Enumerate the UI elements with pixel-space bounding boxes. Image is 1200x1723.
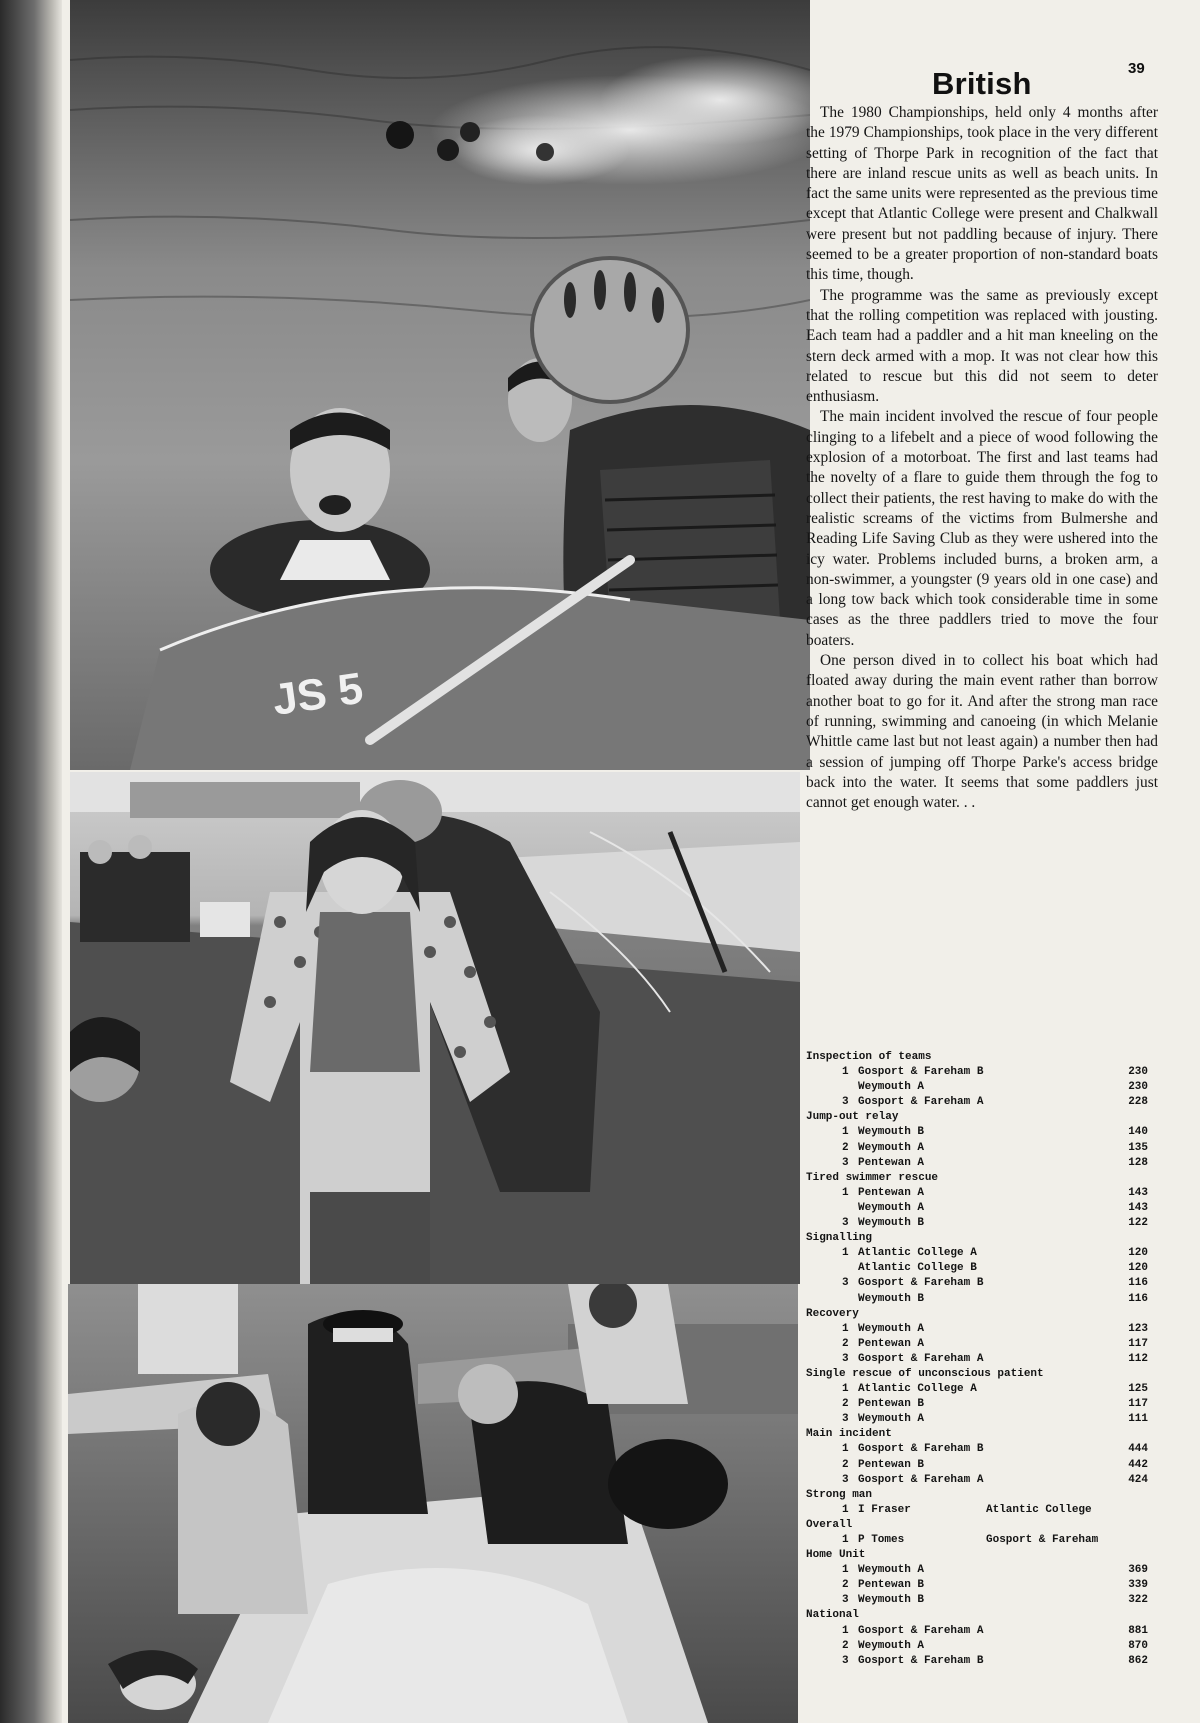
- results-entry-row: [806, 1503, 1158, 1518]
- results-entry-row: [806, 1578, 1158, 1593]
- results-entry-row: [806, 1186, 1158, 1201]
- result-score: 228: [1128, 1096, 1148, 1109]
- result-name: Pentewan A: [858, 1186, 925, 1199]
- results-entry-row: [806, 1080, 1158, 1095]
- result-position: 2: [842, 1337, 849, 1350]
- result-score: 116: [1128, 1292, 1148, 1305]
- results-event-heading: Single rescue of unconscious patient: [806, 1367, 1044, 1380]
- result-score: 862: [1128, 1654, 1148, 1667]
- result-name: Weymouth A: [858, 1141, 925, 1154]
- result-name: Weymouth A: [858, 1201, 925, 1214]
- result-position: 1: [842, 1443, 849, 1456]
- results-entry-row: [806, 1563, 1158, 1578]
- result-name: Gosport & Fareham B: [858, 1066, 984, 1079]
- result-score: 117: [1128, 1398, 1148, 1411]
- results-entry-row: [806, 1201, 1158, 1216]
- result-name: Gosport & Fareham B: [858, 1277, 984, 1290]
- result-club: Gosport & Fareham: [986, 1534, 1099, 1546]
- results-event-heading: Main incident: [806, 1428, 892, 1441]
- article-paragraph: One person dived in to collect his boat which had floated away during the main event rather than borrow another boat to go for it. And after the strong man race of running, swimming and canoeing (in which Melanie Whittle came last but not least again) a number then had a session of jumping off Thorpe Parke's access bridge back into the water. It seems that some paddlers just cannot get enough water. . .: [806, 652, 1158, 812]
- result-name: Weymouth A: [858, 1081, 925, 1094]
- result-position: 1: [842, 1066, 849, 1079]
- result-score: 230: [1128, 1066, 1148, 1079]
- result-name: Gosport & Fareham A: [858, 1624, 984, 1637]
- results-event-heading: Tired swimmer rescue: [806, 1171, 939, 1184]
- results-event-heading: Inspection of teams: [806, 1051, 932, 1063]
- results-entry-row: [806, 1292, 1158, 1307]
- results-entry-row: [806, 1397, 1158, 1412]
- result-club: Atlantic College: [986, 1503, 1092, 1516]
- result-name: Gosport & Fareham A: [858, 1352, 984, 1365]
- result-position: 3: [842, 1277, 849, 1290]
- results-event-heading: Home Unit: [806, 1549, 866, 1562]
- results-entry-row: [806, 1442, 1158, 1457]
- results-event-heading: Strong man: [806, 1488, 873, 1501]
- article-paragraph: The 1980 Championships, held only 4 months after the 1979 Championships, took place in the very different setting of Thorpe Park in recognition of the fact that there are inland rescue units as well as beach units. In fact the same units were represented as the previous time except that Atlantic College were present and Chalkwall were present but not paddling because of injury. There seemed to be a greater proportion of non-standard boats this time, though.: [806, 104, 1158, 284]
- result-score: 120: [1128, 1247, 1148, 1260]
- results-entry-row: [806, 1337, 1158, 1352]
- result-position: 1: [842, 1503, 849, 1516]
- result-score: 442: [1128, 1458, 1148, 1471]
- result-position: 1: [842, 1247, 849, 1260]
- result-name: Pentewan A: [858, 1156, 925, 1169]
- results-event-heading: Recovery: [806, 1307, 859, 1320]
- svg-text:JS 5: JS 5: [269, 663, 367, 725]
- results-entry-row: [806, 1458, 1158, 1473]
- result-name: Weymouth B: [858, 1594, 925, 1607]
- result-score: 125: [1128, 1383, 1148, 1396]
- result-position: 3: [842, 1217, 849, 1230]
- result-name: Atlantic College A: [858, 1383, 977, 1396]
- result-position: 1: [842, 1186, 849, 1199]
- rescued-girl-on-bank-photo: [70, 772, 800, 1284]
- results-entry-row: [806, 1654, 1158, 1669]
- results-entry-row: [806, 1216, 1158, 1231]
- result-score: 116: [1128, 1277, 1148, 1290]
- result-name: I Fraser: [858, 1503, 911, 1516]
- result-position: 2: [842, 1458, 849, 1471]
- results-entry-row: [806, 1156, 1158, 1171]
- results-entry-row: [806, 1624, 1158, 1639]
- result-name: P Tomes: [858, 1534, 905, 1546]
- result-position: 3: [842, 1654, 849, 1667]
- result-position: 3: [842, 1156, 849, 1169]
- result-name: Weymouth A: [858, 1322, 925, 1335]
- result-score: 140: [1128, 1126, 1148, 1139]
- result-score: 122: [1128, 1217, 1148, 1230]
- result-score: 424: [1128, 1473, 1148, 1486]
- result-score: 369: [1128, 1564, 1148, 1577]
- result-position: 1: [842, 1126, 849, 1139]
- result-name: Atlantic College B: [858, 1262, 977, 1275]
- article-title: British: [932, 66, 1032, 101]
- result-score: 230: [1128, 1081, 1148, 1094]
- results-entry-row: [806, 1125, 1158, 1140]
- result-position: 2: [842, 1141, 849, 1154]
- results-entry-row: [806, 1473, 1158, 1488]
- results-event-heading: Jump-out relay: [806, 1111, 899, 1124]
- canoe-rescue-water-photo: [70, 0, 810, 770]
- result-position: 2: [842, 1639, 849, 1652]
- results-entry-row: [806, 1065, 1158, 1080]
- result-position: 3: [842, 1413, 849, 1426]
- result-position: 3: [842, 1096, 849, 1109]
- result-position: 2: [842, 1398, 849, 1411]
- result-score: 135: [1128, 1141, 1148, 1154]
- result-score: 339: [1128, 1579, 1148, 1592]
- results-event-heading: Signalling: [806, 1232, 873, 1245]
- result-position: 1: [842, 1534, 849, 1546]
- article-body: [806, 103, 1158, 813]
- result-score: 881: [1128, 1624, 1148, 1637]
- result-score: 117: [1128, 1337, 1148, 1350]
- result-name: Weymouth A: [858, 1564, 925, 1577]
- article-paragraph: The main incident involved the rescue of four people clinging to a lifebelt and a piece of wood following the explosion of a motorboat. The first and last teams had the novelty of a flare to guide them through the fog to collect their patients, the rest having to make do with the realistic screams of the victims from Bulmershe and Reading Life Saving Club as they were ushered into the icy water. Problems included burns, a broken arm, a non-swimmer, a youngster (9 years old in one case) and a long tow back which took considerable time in some cases as the three paddlers tried to move the four boaters.: [806, 408, 1158, 649]
- result-score: 322: [1128, 1594, 1148, 1607]
- result-position: 1: [842, 1624, 849, 1637]
- article-paragraph: The programme was the same as previously except that the rolling competition was replaced with jousting. Each team had a paddler and a hit man kneeling on the stern deck armed with a mop. It was not clear how this related to rescue but this did not seem to deter enthusiasm.: [806, 286, 1158, 406]
- result-position: 3: [842, 1352, 849, 1365]
- result-name: Weymouth A: [858, 1639, 925, 1652]
- results-entry-row: [806, 1593, 1158, 1608]
- results-entry-row: [806, 1276, 1158, 1291]
- results-entry-row: [806, 1246, 1158, 1261]
- results-entry-row: [806, 1322, 1158, 1337]
- result-name: Gosport & Fareham A: [858, 1473, 984, 1486]
- result-position: 1: [842, 1564, 849, 1577]
- result-name: Pentewan A: [858, 1337, 925, 1350]
- results-entry-row: [806, 1352, 1158, 1367]
- result-name: Gosport & Fareham B: [858, 1443, 984, 1456]
- result-position: 1: [842, 1322, 849, 1335]
- result-name: Weymouth B: [858, 1126, 925, 1139]
- result-name: Gosport & Fareham B: [858, 1654, 984, 1667]
- result-position: 3: [842, 1473, 849, 1486]
- results-entry-row: [806, 1261, 1158, 1276]
- page-number: 39: [1128, 60, 1145, 77]
- results-event-heading: Overall: [806, 1518, 853, 1531]
- result-score: 143: [1128, 1186, 1148, 1199]
- result-position: 2: [842, 1579, 849, 1592]
- result-score: 143: [1128, 1201, 1148, 1214]
- result-score: 111: [1128, 1413, 1148, 1426]
- results-event-heading: National: [806, 1609, 859, 1622]
- results-entry-row: [806, 1095, 1158, 1110]
- result-score: 120: [1128, 1262, 1148, 1275]
- result-name: Atlantic College A: [858, 1247, 977, 1260]
- book-spine: [0, 0, 62, 1723]
- result-name: Pentewan B: [858, 1398, 925, 1411]
- result-score: 128: [1128, 1156, 1148, 1169]
- result-score: 123: [1128, 1322, 1148, 1335]
- results-entry-row: [806, 1141, 1158, 1156]
- results-list: [806, 1050, 1158, 1669]
- result-name: Gosport & Fareham A: [858, 1096, 984, 1109]
- result-name: Pentewan B: [858, 1458, 925, 1471]
- result-position: 1: [842, 1383, 849, 1396]
- result-score: 870: [1128, 1639, 1148, 1652]
- result-name: Pentewan B: [858, 1579, 925, 1592]
- result-name: Weymouth B: [858, 1217, 925, 1230]
- result-name: Weymouth A: [858, 1413, 925, 1426]
- result-name: Weymouth B: [858, 1292, 925, 1305]
- casualty-treatment-photo: [68, 1284, 798, 1723]
- result-position: 3: [842, 1594, 849, 1607]
- result-score: 444: [1128, 1443, 1148, 1456]
- results-entry-row: [806, 1412, 1158, 1427]
- result-score: 112: [1128, 1352, 1148, 1365]
- results-entry-row: [806, 1382, 1158, 1397]
- results-entry-row: [806, 1639, 1158, 1654]
- results-entry-row: [806, 1533, 1158, 1548]
